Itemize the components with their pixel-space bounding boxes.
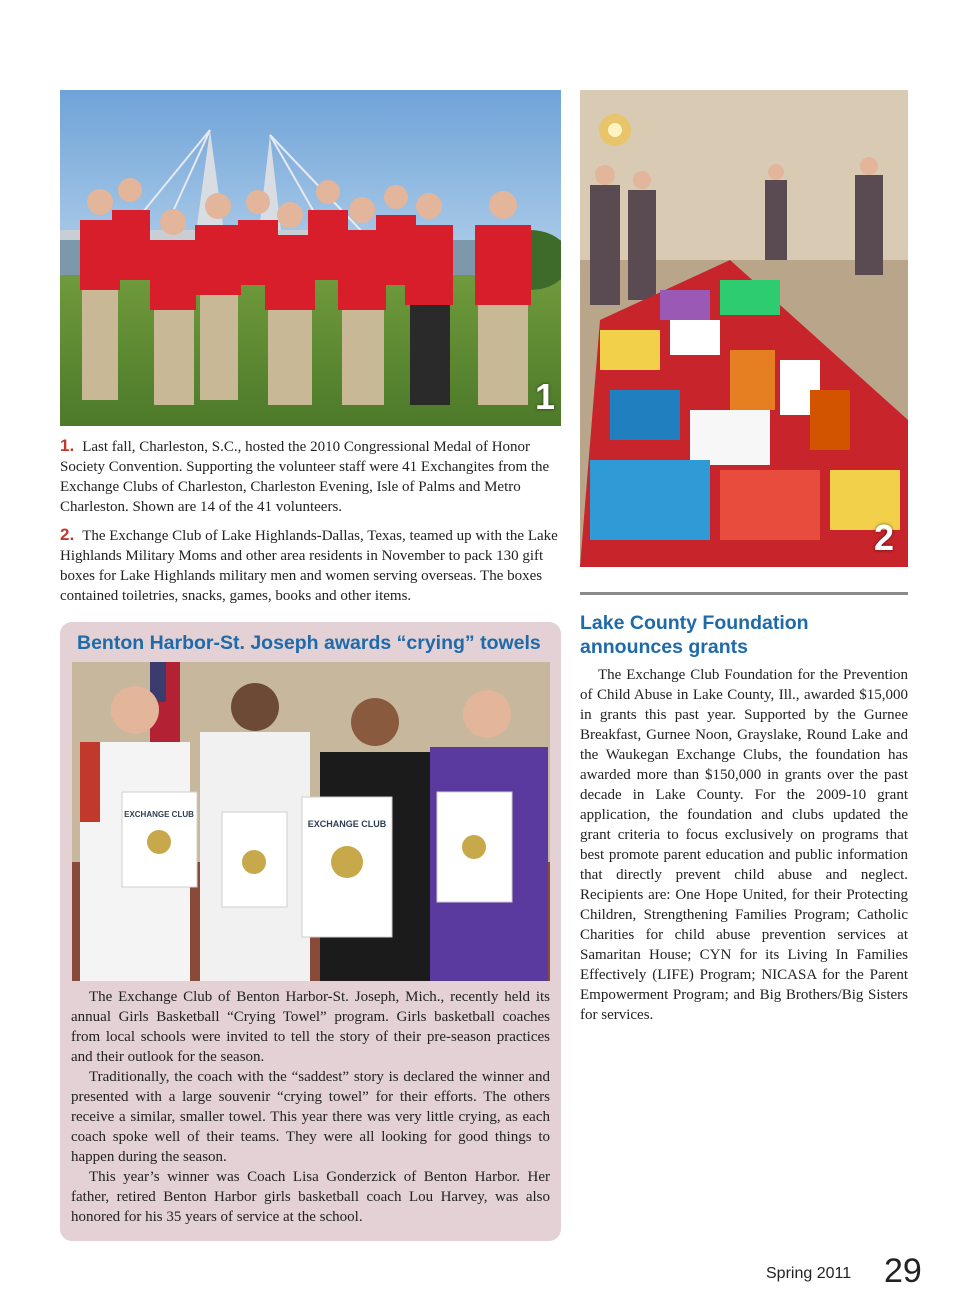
chandelier-shape [599, 114, 631, 146]
sidebar-body [71, 987, 550, 1227]
caption-1-number: 1. [60, 436, 75, 455]
sidebar-paragraph-1: The Exchange Club of Benton Harbor-St. Joseph, Mich., recently held its annual Girls Basketball “Crying Towel” program. Girls basketball coaches from local schools were invited to tell the story of their pre-season practices and their outlook for the season. [71, 989, 550, 1065]
photo-captions [60, 436, 562, 614]
group-photo-illustration [60, 90, 561, 426]
caption-1-text: Last fall, Charleston, S.C., hosted the 2010 Congressional Medal of Honor Society Convention. Supporting the volunteer staff were 41 Exchangites from the Exchange Clubs of Charleston, Charleston Evening, Isle of Palms and Metro Charleston. Shown are 14 of the 41 volunteers. [60, 439, 550, 515]
caption-1 [60, 436, 562, 517]
footer-issue: Spring 2011 [766, 1265, 852, 1282]
photo-number-2: 2 [873, 517, 894, 558]
sidebar-benton-harbor [60, 622, 561, 1241]
photo-group-volunteers [60, 90, 561, 426]
coaches-towels-illustration [72, 662, 550, 981]
caption-2-text: The Exchange Club of Lake Highlands-Dallas, Texas, teamed up with the Lake Highlands Military Moms and other area residents in November to pack 130 gift boxes for Lake Highlands military men and women serving overseas. The boxes contained toiletries, snacks, games, books and other items. [60, 528, 558, 604]
photo-coaches-towels [72, 662, 550, 981]
towel-text-3: EXCHANGE CLUB [307, 819, 387, 829]
footer-page-number: 29 [884, 1252, 922, 1290]
sidebar-paragraph-3: This year’s winner was Coach Lisa Gonderzick of Benton Harbor. Her father, retired Benton Harbor girls basketball coach Lou Harvey, was also honored for his 35 years of service at the school. [71, 1169, 550, 1225]
caption-2 [60, 525, 562, 606]
article-paragraph: The Exchange Club Foundation for the Prevention of Child Abuse in Lake County, Ill., awarded $15,000 in grants this past year. Supported by the Gurnee Breakfast, Gurnee Noon, Grayslake, Round Lake and the Waukegan Exchange Clubs, the foundation has awarded more than $150,000 in grants over the past decade in Lake County. For the 2009-10 grant application, the foundation and clubs updated the grant criteria to focus exclusively on programs that best promote parent education and public information that directly prevent child abuse and neglect. Recipients are: One Hope United, for their Protecting Children, Strengthening Families Program; Catholic Charities for child abuse prevention services at Samaritan House; CYN for its Living In Families Effectively (LIFE) Program; NICASA for the Parent Empowerment Program; and Big Brothers/Big Sisters for services. [580, 667, 908, 1023]
photo-number-1: 1 [534, 376, 555, 417]
article-body [580, 665, 908, 1025]
sidebar-title: Benton Harbor-St. Joseph awards “crying” towels [77, 632, 541, 654]
towel-text-1: EXCHANGE CLUB [124, 810, 194, 819]
article-title-line-1: Lake County Foundation [580, 612, 809, 634]
article-title-line-2: announces grants [580, 636, 748, 658]
gift-boxes-illustration [580, 90, 908, 567]
photo-gift-boxes [580, 90, 908, 567]
article-title [580, 611, 908, 659]
sidebar-paragraph-2: Traditionally, the coach with the “saddest” story is declared the winner and presented with a large souvenir “crying towel” for their efforts. The others receive a similar, smaller towel. This year there was very little crying, as each coach spoke well of their teams. They were all looking for good things to happen during the season. [71, 1069, 550, 1165]
article-rule [580, 592, 908, 595]
caption-2-number: 2. [60, 525, 75, 544]
